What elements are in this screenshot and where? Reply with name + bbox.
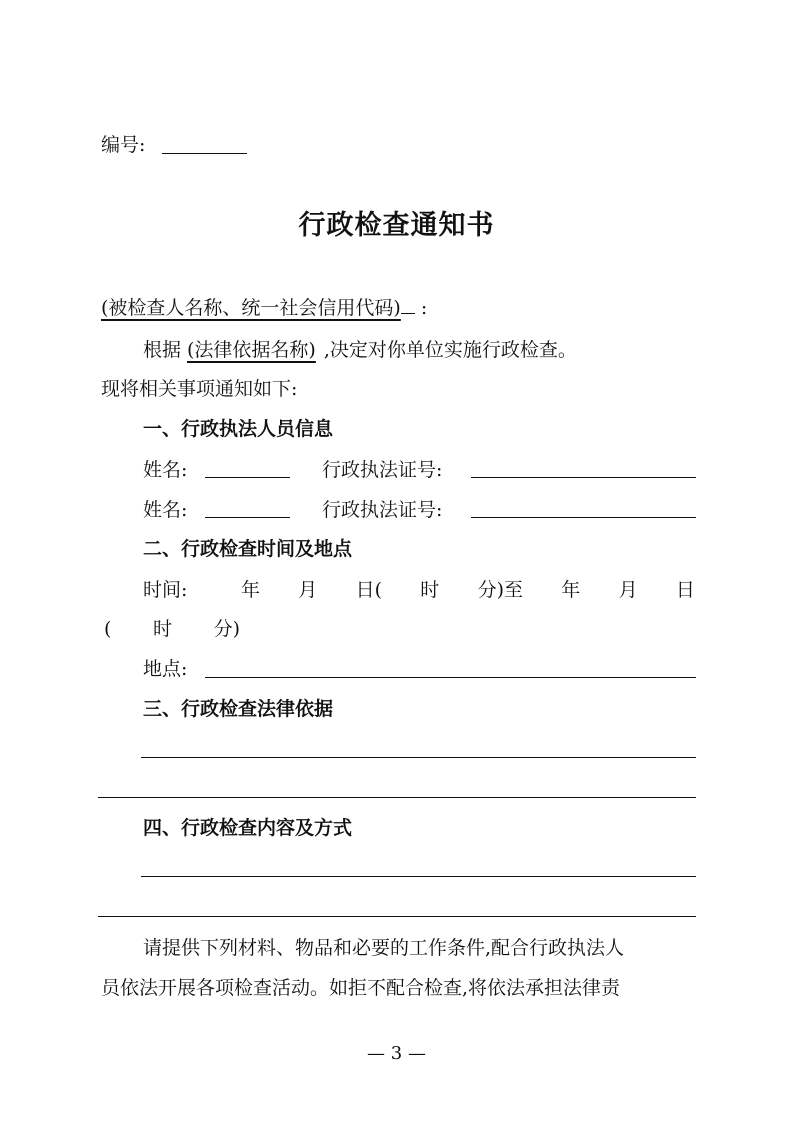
legal-basis-line-2: 现将相关事项通知如下: <box>101 378 298 400</box>
content-method-blank-line-2 <box>98 916 696 917</box>
body-paragraph-line-2: 员依法开展各项检查活动。如拒不配合检查,将依法承担法律责 <box>101 977 621 999</box>
officer-name-label-1: 姓名: <box>143 459 188 481</box>
officer-name-label-2: 姓名: <box>143 499 188 521</box>
content-method-blank-line-1 <box>141 876 696 877</box>
addressee-line <box>101 295 427 320</box>
time-unit: ( <box>104 618 112 640</box>
document-number-label: 编号: <box>101 134 146 156</box>
officer-cert-blank-2 <box>471 517 696 518</box>
time-unit: 月 <box>298 579 318 601</box>
legal-basis-prefix: 根据 <box>143 339 182 361</box>
legal-basis-blank-line-1 <box>141 757 696 758</box>
officer-name-blank-2 <box>205 517 290 518</box>
officer-cert-label-2: 行政执法证号: <box>322 499 443 521</box>
legal-basis-suffix: ,决定对你单位实施行政检查。 <box>323 339 577 361</box>
time-unit: 日 <box>675 579 695 601</box>
time-unit: 年 <box>561 579 581 601</box>
time-label: 时间: <box>143 579 188 601</box>
time-unit: 时 <box>420 579 440 601</box>
place-blank <box>205 677 696 678</box>
addressee-colon: : <box>420 297 428 319</box>
body-paragraph-line-1: 请提供下列材料、物品和必要的工作条件,配合行政执法人 <box>143 937 625 959</box>
legal-basis-line <box>143 338 577 362</box>
time-units-row <box>241 578 695 602</box>
section-heading-time-place: 二、行政检查时间及地点 <box>143 538 353 560</box>
legal-basis-blank-line-2 <box>98 797 696 798</box>
time-units-row-2 <box>104 617 240 641</box>
time-unit: 分) <box>213 618 240 640</box>
time-unit: 分)至 <box>477 579 524 601</box>
officer-name-blank-1 <box>205 477 290 478</box>
time-unit: 年 <box>241 579 261 601</box>
section-heading-content-method: 四、行政检查内容及方式 <box>143 817 353 839</box>
officer-cert-label-1: 行政执法证号: <box>322 459 443 481</box>
addressee-placeholder: (被检查人名称、统一社会信用代码) <box>101 297 401 319</box>
officer-cert-blank-1 <box>471 477 696 478</box>
document-number-blank <box>162 153 247 154</box>
time-unit: 日( <box>355 579 383 601</box>
section-heading-officer-info: 一、行政执法人员信息 <box>143 418 334 440</box>
page-title: 行政检查通知书 <box>298 210 495 241</box>
page-number: — 3 — <box>367 1043 426 1064</box>
section-heading-legal-basis: 三、行政检查法律依据 <box>143 698 334 720</box>
legal-basis-blank: (法律依据名称) <box>187 339 316 361</box>
time-unit: 月 <box>618 579 638 601</box>
place-label: 地点: <box>143 658 188 680</box>
time-unit: 时 <box>152 618 172 640</box>
